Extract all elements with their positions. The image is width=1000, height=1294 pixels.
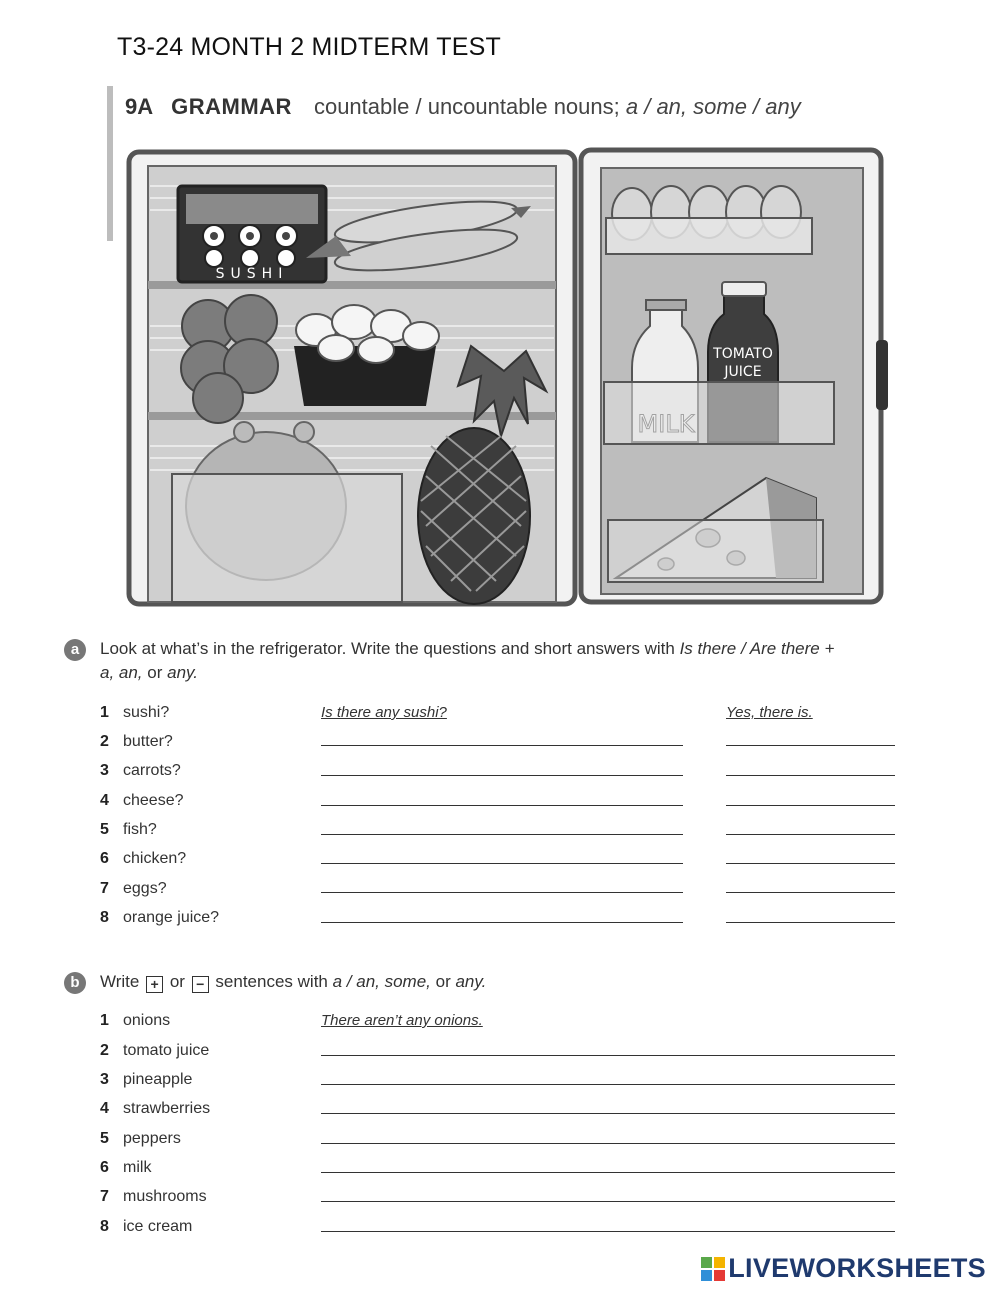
instr-b-4: a / an, some, [332, 972, 431, 991]
list-item-word: onions [123, 1012, 171, 1029]
list-item-word: cheese? [123, 792, 184, 809]
item-number: 2 [100, 1042, 109, 1059]
grammar-topic: countable / uncountable nouns; [313, 94, 626, 119]
instr-b-6: any. [455, 972, 487, 991]
instr-a-5: any. [167, 663, 198, 682]
grammar-header [125, 94, 801, 120]
item-number: 8 [100, 909, 109, 926]
unit-code: 9A [125, 94, 154, 119]
list-item-word: peppers [123, 1130, 181, 1147]
list-item [100, 1071, 109, 1089]
grammar-topic-italic: a / an, some / any [625, 94, 801, 119]
liveworksheets-brand [701, 1253, 986, 1284]
sentence-answer-line[interactable] [321, 1055, 895, 1056]
refrigerator-illustration [126, 146, 888, 608]
item-number: 4 [100, 792, 109, 809]
sushi-box [178, 186, 326, 282]
example-question: Is there any sushi? [321, 704, 447, 721]
section-b-badge: b [64, 972, 86, 994]
list-item-word: pineapple [123, 1071, 193, 1088]
example-answer: Yes, there is. [726, 704, 813, 721]
sentence-answer-line[interactable] [321, 1201, 895, 1202]
item-number: 6 [100, 850, 109, 867]
list-item [100, 1012, 109, 1030]
list-item-word: carrots? [123, 762, 181, 779]
section-b-instructions [100, 970, 900, 994]
short-answer-line[interactable] [726, 892, 895, 893]
instr-b-3: sentences with [215, 972, 333, 991]
instr-b-1: Write [100, 972, 140, 991]
sentence-answer-line[interactable] [321, 1113, 895, 1114]
short-answer-line[interactable] [726, 745, 895, 746]
list-item-word: eggs? [123, 880, 167, 897]
instr-b-5: or [430, 972, 456, 991]
brand-name: LIVEWORKSHEETS [728, 1253, 986, 1283]
minus-icon: − [192, 976, 209, 993]
list-item [100, 1100, 109, 1118]
list-item-word: sushi? [123, 704, 170, 721]
item-number: 6 [100, 1159, 109, 1176]
item-number: 5 [100, 821, 109, 838]
list-item [100, 1188, 109, 1206]
item-number: 7 [100, 880, 109, 897]
list-item [100, 1218, 109, 1236]
list-item [100, 1159, 109, 1177]
juice-label-2: JUICE [724, 364, 762, 380]
list-item-word: fish? [123, 821, 157, 838]
section-a-badge: a [64, 639, 86, 661]
grammar-sidebar-bar [107, 86, 113, 241]
item-number: 7 [100, 1188, 109, 1205]
list-item-word: mushrooms [123, 1188, 207, 1205]
list-item-word: strawberries [123, 1100, 211, 1117]
short-answer-line[interactable] [726, 834, 895, 835]
list-item [100, 733, 109, 751]
question-answer-line[interactable] [321, 775, 683, 776]
liveworksheets-logo-icon [701, 1257, 725, 1281]
list-item [100, 1042, 109, 1060]
egg-tray [606, 186, 812, 254]
item-number: 2 [100, 733, 109, 750]
grammar-label: GRAMMAR [171, 94, 292, 119]
section-a-instructions [100, 637, 900, 685]
sushi-label: SUSHI [215, 266, 289, 282]
short-answer-line[interactable] [726, 922, 895, 923]
short-answer-line[interactable] [726, 805, 895, 806]
question-answer-line[interactable] [321, 922, 683, 923]
instr-b-2: or [169, 972, 185, 991]
sentence-answer-line[interactable] [321, 1143, 895, 1144]
list-item-word: chicken? [123, 850, 187, 867]
instr-a-3: a, an, [100, 663, 143, 682]
list-item [100, 704, 109, 722]
plus-icon: + [146, 976, 163, 993]
document-title: T3-24 MONTH 2 MIDTERM TEST [117, 33, 501, 61]
list-item-word: butter? [123, 733, 173, 750]
list-item-word: ice cream [123, 1218, 193, 1235]
instr-a-1: Look at what’s in the refrigerator. Write the questions and short answers with [100, 639, 680, 658]
item-number: 4 [100, 1100, 109, 1117]
question-answer-line[interactable] [321, 834, 683, 835]
example-sentence: There aren’t any onions. [321, 1012, 483, 1029]
list-item [100, 1130, 109, 1148]
sentence-answer-line[interactable] [321, 1084, 895, 1085]
item-number: 3 [100, 762, 109, 779]
list-item [100, 792, 109, 810]
question-answer-line[interactable] [321, 745, 683, 746]
juice-label-1: TOMATO [713, 346, 773, 362]
sentence-answer-line[interactable] [321, 1231, 895, 1232]
short-answer-line[interactable] [726, 863, 895, 864]
list-item-word: orange juice? [123, 909, 220, 926]
list-item [100, 880, 109, 898]
item-number: 8 [100, 1218, 109, 1235]
list-item [100, 850, 109, 868]
question-answer-line[interactable] [321, 863, 683, 864]
list-item-word: milk [123, 1159, 152, 1176]
list-item [100, 821, 109, 839]
item-number: 3 [100, 1071, 109, 1088]
item-number: 1 [100, 704, 109, 721]
question-answer-line[interactable] [321, 805, 683, 806]
instr-a-4: or [142, 663, 168, 682]
list-item [100, 762, 109, 780]
question-answer-line[interactable] [321, 892, 683, 893]
short-answer-line[interactable] [726, 775, 895, 776]
list-item [100, 909, 109, 927]
sentence-answer-line[interactable] [321, 1172, 895, 1173]
list-item-word: tomato juice [123, 1042, 210, 1059]
instr-a-2: Is there / Are there + [679, 639, 835, 658]
item-number: 1 [100, 1012, 109, 1029]
item-number: 5 [100, 1130, 109, 1147]
